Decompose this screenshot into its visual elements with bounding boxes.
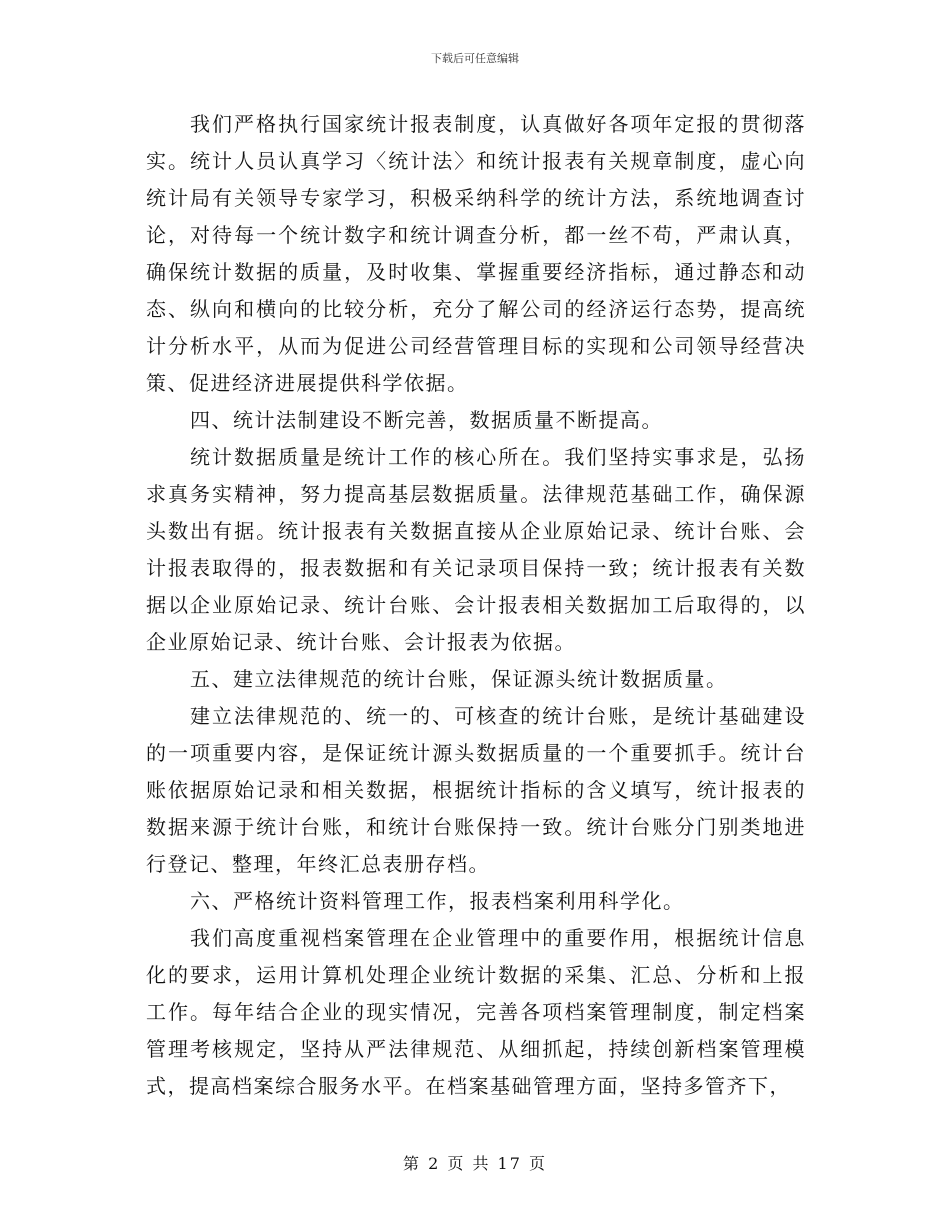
section-heading-four: 四、统计法制建设不断完善，数据质量不断提高。 xyxy=(190,408,663,432)
page-number: 第 2 页 共 17 页 xyxy=(403,1154,547,1173)
section-heading-five: 五、建立法律规范的统计台账，保证源头统计数据质量。 xyxy=(190,667,728,691)
paragraph-statistical-ledger: 建立法律规范的、统一的、可核查的统计台账，是统计基础建设的一项重要内容，是保证统计源头数据质量的一个重要抓手。统计台账依据原始记录和相关数据，根据统计指标的含义填写，统计报表的数据来源于统计台账，和统计台账保持一致。统计台账分门别类地进行登记、整理，年终汇总表册存档。 xyxy=(146,704,806,876)
paragraph-data-quality: 统计数据质量是统计工作的核心所在。我们坚持实事求是，弘扬求真务实精神，努力提高基层数据质量。法律规范基础工作，确保源头数出有据。统计报表有关数据直接从企业原始记录、统计台账、会计报表取得的，报表数据和有关记录项目保持一致；统计报表有关数据以企业原始记录、统计台账、会计报表相关数据加工后取得的，以企业原始记录、统计台账、会计报表为依据。 xyxy=(146,445,806,654)
section-heading-six: 六、严格统计资料管理工作，报表档案利用科学化。 xyxy=(190,889,685,913)
header-note: 下载后可任意编辑 xyxy=(431,52,519,65)
paragraph-archive-management: 我们高度重视档案管理在企业管理中的重要作用，根据统计信息化的要求，运用计算机处理企业统计数据的采集、汇总、分析和上报工作。每年结合企业的现实情况，完善各项档案管理制度，制定档案管理考核规定，坚持从严法律规范、从细抓起，持续创新档案管理模式，提高档案综合服务水平。在档案基础管理方面，坚持多管齐下， xyxy=(146,926,806,1098)
paragraph-statistics-reporting: 我们严格执行国家统计报表制度，认真做好各项年定报的贯彻落实。统计人员认真学习〈统计法〉和统计报表有关规章制度，虚心向统计局有关领导专家学习，积极采纳科学的统计方法，系统地调查讨论，对待每一个统计数字和统计调查分析，都一丝不苟，严肃认真，确保统计数据的质量，及时收集、掌握重要经济指标，通过静态和动态、纵向和横向的比较分析，充分了解公司的经济运行态势，提高统计分析水平，从而为促进公司经营管理目标的实现和公司领导经营决策、促进经济进展提供科学依据。 xyxy=(146,112,806,395)
document-body xyxy=(146,106,806,1105)
